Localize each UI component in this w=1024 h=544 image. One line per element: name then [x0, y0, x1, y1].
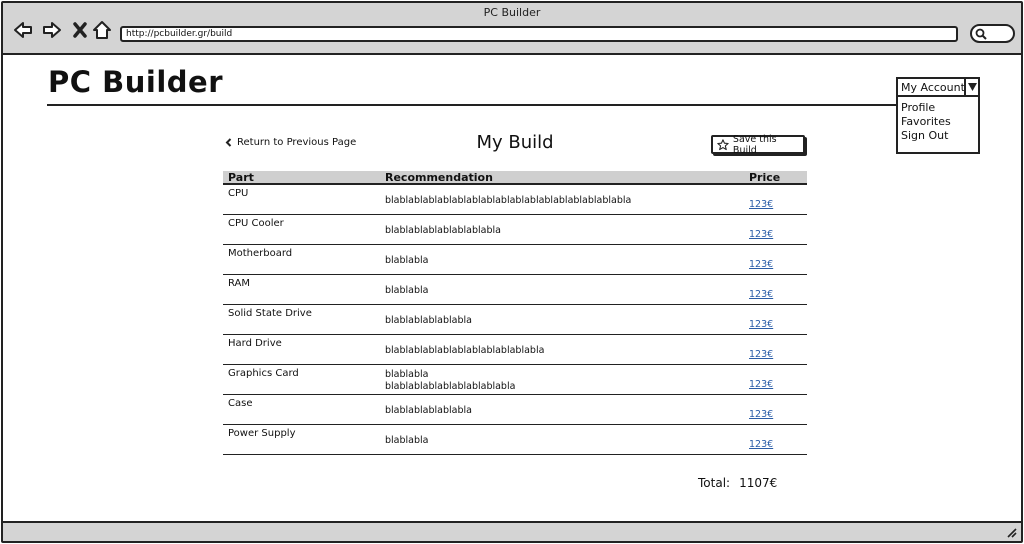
recommendation-cell — [385, 369, 745, 393]
recommendation-text: blablabla — [385, 435, 429, 446]
table-row — [223, 305, 807, 335]
recommendation-text: blablablablablablablablablablablablablablablablabla — [385, 195, 632, 206]
table-row — [223, 425, 807, 455]
price-link[interactable]: 123€ — [749, 229, 774, 240]
menu-item-profile[interactable]: Profile — [901, 101, 936, 114]
total-label: Total: — [698, 476, 731, 490]
part-name: RAM — [228, 278, 251, 289]
price-link[interactable]: 123€ — [749, 349, 774, 360]
save-build-button[interactable] — [711, 135, 805, 154]
price-link[interactable]: 123€ — [749, 379, 774, 390]
search-icon — [975, 28, 987, 40]
window-title: PC Builder — [483, 6, 541, 19]
account-menu — [896, 77, 980, 154]
recommendation-cell — [385, 435, 745, 447]
recommendation-text: blablabla — [385, 285, 429, 296]
recommendation-cell — [385, 225, 745, 237]
part-name: Motherboard — [228, 248, 293, 259]
table-row — [223, 335, 807, 365]
account-menu-label: My Account — [901, 81, 965, 94]
menu-item-favorites[interactable]: Favorites — [901, 115, 951, 128]
part-name: CPU — [228, 188, 249, 199]
recommendation-text: blablablablablablablablablablabla — [385, 345, 545, 356]
return-link-label: Return to Previous Page — [237, 137, 357, 148]
back-arrow-icon[interactable] — [13, 20, 33, 40]
table-row — [223, 275, 807, 305]
header-divider — [47, 104, 901, 106]
app-title: PC Builder — [48, 65, 223, 99]
part-name: Hard Drive — [228, 338, 282, 349]
recommendation-cell — [385, 285, 745, 297]
part-name: CPU Cooler — [228, 218, 284, 229]
part-name: Graphics Card — [228, 368, 299, 379]
price-link[interactable]: 123€ — [749, 319, 774, 330]
account-dropdown-button[interactable] — [964, 79, 978, 95]
part-name: Case — [228, 398, 253, 409]
account-menu-toggle[interactable] — [898, 79, 978, 97]
total-value: 1107€ — [739, 476, 778, 490]
recommendation-text: blablablablablablablablabla — [385, 381, 516, 392]
home-icon[interactable] — [92, 20, 112, 40]
price-link[interactable]: 123€ — [749, 199, 774, 210]
page-title: My Build — [476, 132, 554, 153]
build-table — [223, 171, 807, 455]
table-header — [223, 171, 807, 185]
table-row — [223, 215, 807, 245]
part-name: Solid State Drive — [228, 308, 312, 319]
resize-grip-icon[interactable] — [1005, 526, 1017, 538]
recommendation-cell — [385, 345, 745, 357]
column-header-recommendation: Recommendation — [385, 171, 493, 184]
price-link[interactable]: 123€ — [749, 289, 774, 300]
recommendation-text: blablablablablabla — [385, 315, 472, 326]
recommendation-cell — [385, 405, 745, 417]
caret-down-icon — [968, 83, 977, 91]
save-build-label: Save this Build — [732, 133, 777, 156]
stop-icon[interactable] — [70, 20, 90, 40]
address-bar[interactable]: http://pcbuilder.gr/build — [120, 26, 958, 42]
return-link[interactable] — [225, 137, 356, 148]
recommendation-text: blablabla — [385, 255, 429, 266]
price-link[interactable]: 123€ — [749, 439, 774, 450]
table-row — [223, 245, 807, 275]
forward-arrow-icon[interactable] — [42, 20, 62, 40]
column-header-part: Part — [228, 171, 254, 184]
recommendation-text: blablablablablablablabla — [385, 225, 501, 236]
chevron-left-icon — [225, 138, 232, 147]
table-row — [223, 185, 807, 215]
star-icon — [717, 139, 729, 151]
browser-statusbar — [3, 521, 1021, 541]
table-row — [223, 395, 807, 425]
menu-item-sign-out[interactable]: Sign Out — [901, 129, 949, 142]
browser-search-box[interactable] — [970, 24, 1015, 43]
recommendation-cell — [385, 195, 745, 207]
column-header-price: Price — [749, 171, 781, 184]
browser-window — [1, 1, 1023, 543]
total-summary — [698, 476, 777, 490]
price-link[interactable]: 123€ — [749, 409, 774, 420]
recommendation-text: blablabla — [385, 369, 429, 380]
part-name: Power Supply — [228, 428, 296, 439]
table-row — [223, 365, 807, 395]
price-link[interactable]: 123€ — [749, 259, 774, 270]
browser-titlebar — [3, 3, 1021, 55]
recommendation-text: blablablablablabla — [385, 405, 472, 416]
recommendation-cell — [385, 255, 745, 267]
recommendation-cell — [385, 315, 745, 327]
